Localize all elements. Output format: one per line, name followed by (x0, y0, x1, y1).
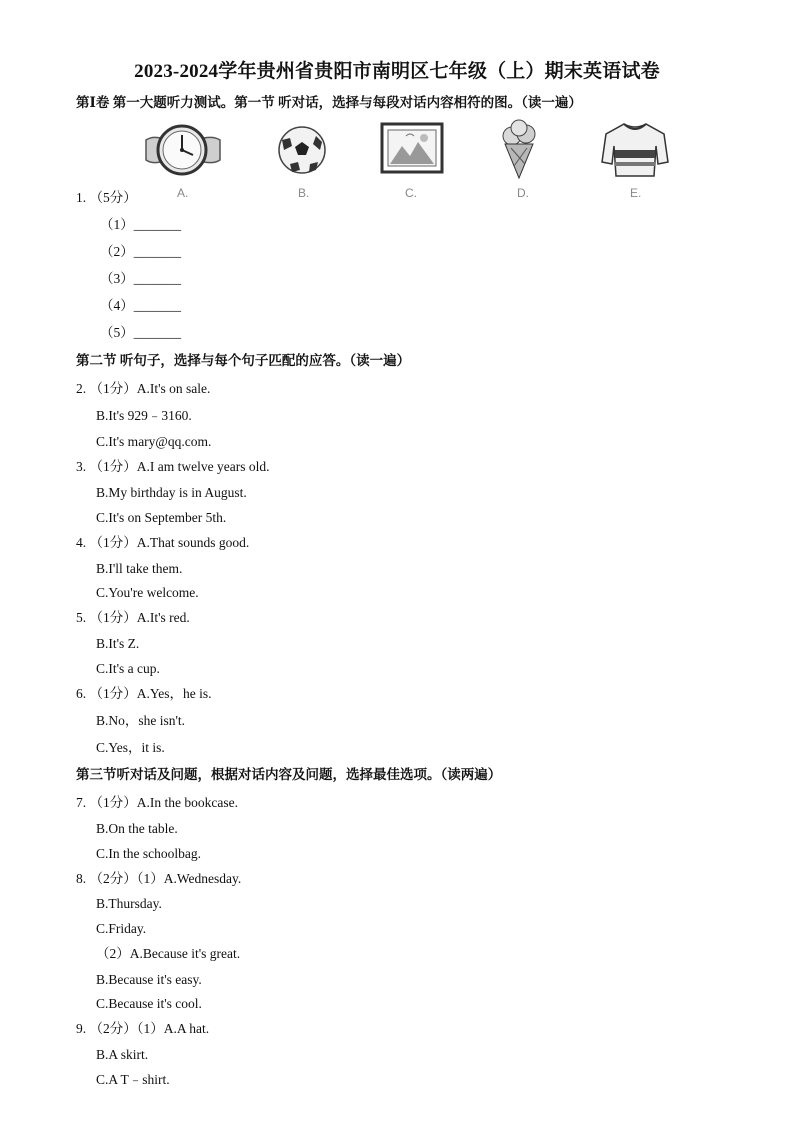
q2-option-b: B.It's 929﹣3160. (96, 408, 192, 423)
picture-label-a: A. (177, 186, 189, 200)
q1-blank-1: （1）_______ (100, 217, 181, 232)
q6-stem: 6. （1分）A.Yes，he is. (76, 686, 212, 701)
sweater-icon (600, 118, 670, 182)
picture-label-e: E. (630, 186, 642, 200)
q1-stem: 1. （5分） (76, 190, 137, 205)
q8-option-b: B.Thursday. (96, 896, 162, 911)
q1-blank-4: （4）_______ (100, 298, 181, 313)
q9-option-b: B.A skirt. (96, 1047, 149, 1062)
page-title: 2023-2024学年贵州省贵阳市南明区七年级（上）期末英语试卷 (134, 61, 660, 82)
part1-heading: 第Ⅰ卷 第一大题听力测试。第一节 听对话，选择与每段对话内容相符的图。（读一遍） (76, 95, 582, 110)
q7-stem: 7. （1分）A.In the bookcase. (76, 795, 238, 810)
picture-label-b: B. (298, 186, 310, 200)
section3-heading: 第三节听对话及问题，根据对话内容及问题，选择最佳选项。（读两遍） (76, 767, 502, 782)
q7-option-c: C.In the schoolbag. (96, 846, 201, 861)
q4-option-b: B.I'll take them. (96, 561, 183, 576)
q2-stem: 2. （1分）A.It's on sale. (76, 381, 211, 396)
q1-blank-5: （5）_______ (100, 325, 181, 340)
watch-icon (142, 118, 224, 182)
q9-option-c: C.A T﹣shirt. (96, 1072, 170, 1087)
q4-option-c: C.You're welcome. (96, 585, 199, 600)
q5-stem: 5. （1分）A.It's red. (76, 610, 190, 625)
q8-sub2-option-c: C.Because it's cool. (96, 996, 202, 1011)
section2-heading: 第二节 听句子，选择与每个句子匹配的应答。（读一遍） (76, 353, 411, 368)
q5-option-b: B.It's Z. (96, 636, 140, 651)
picture-label-c: C. (405, 186, 417, 200)
q3-option-b: B.My birthday is in August. (96, 485, 247, 500)
q8-sub2-stem: （2）A.Because it's great. (96, 946, 241, 961)
q8-sub2-option-b: B.Because it's easy. (96, 972, 202, 987)
q4-stem: 4. （1分）A.That sounds good. (76, 535, 250, 550)
ice-cream-icon (497, 118, 541, 182)
q1-blank-3: （3）_______ (100, 271, 181, 286)
picture-frame-icon (380, 118, 444, 182)
q1-blank-2: （2）_______ (100, 244, 181, 259)
q3-stem: 3. （1分）A.I am twelve years old. (76, 459, 270, 474)
q9-stem: 9. （2分）（1）A.A hat. (76, 1021, 210, 1036)
soccer-ball-icon (276, 118, 328, 182)
q6-option-b: B.No，she isn't. (96, 713, 186, 728)
q3-option-c: C.It's on September 5th. (96, 510, 227, 525)
q7-option-b: B.On the table. (96, 821, 178, 836)
q6-option-c: C.Yes，it is. (96, 740, 165, 755)
picture-label-d: D. (517, 186, 529, 200)
q8-option-c: C.Friday. (96, 921, 147, 936)
q5-option-c: C.It's a cup. (96, 661, 160, 676)
q2-option-c: C.It's mary@qq.com. (96, 434, 212, 449)
q8-stem: 8. （2分）（1）A.Wednesday. (76, 871, 242, 886)
